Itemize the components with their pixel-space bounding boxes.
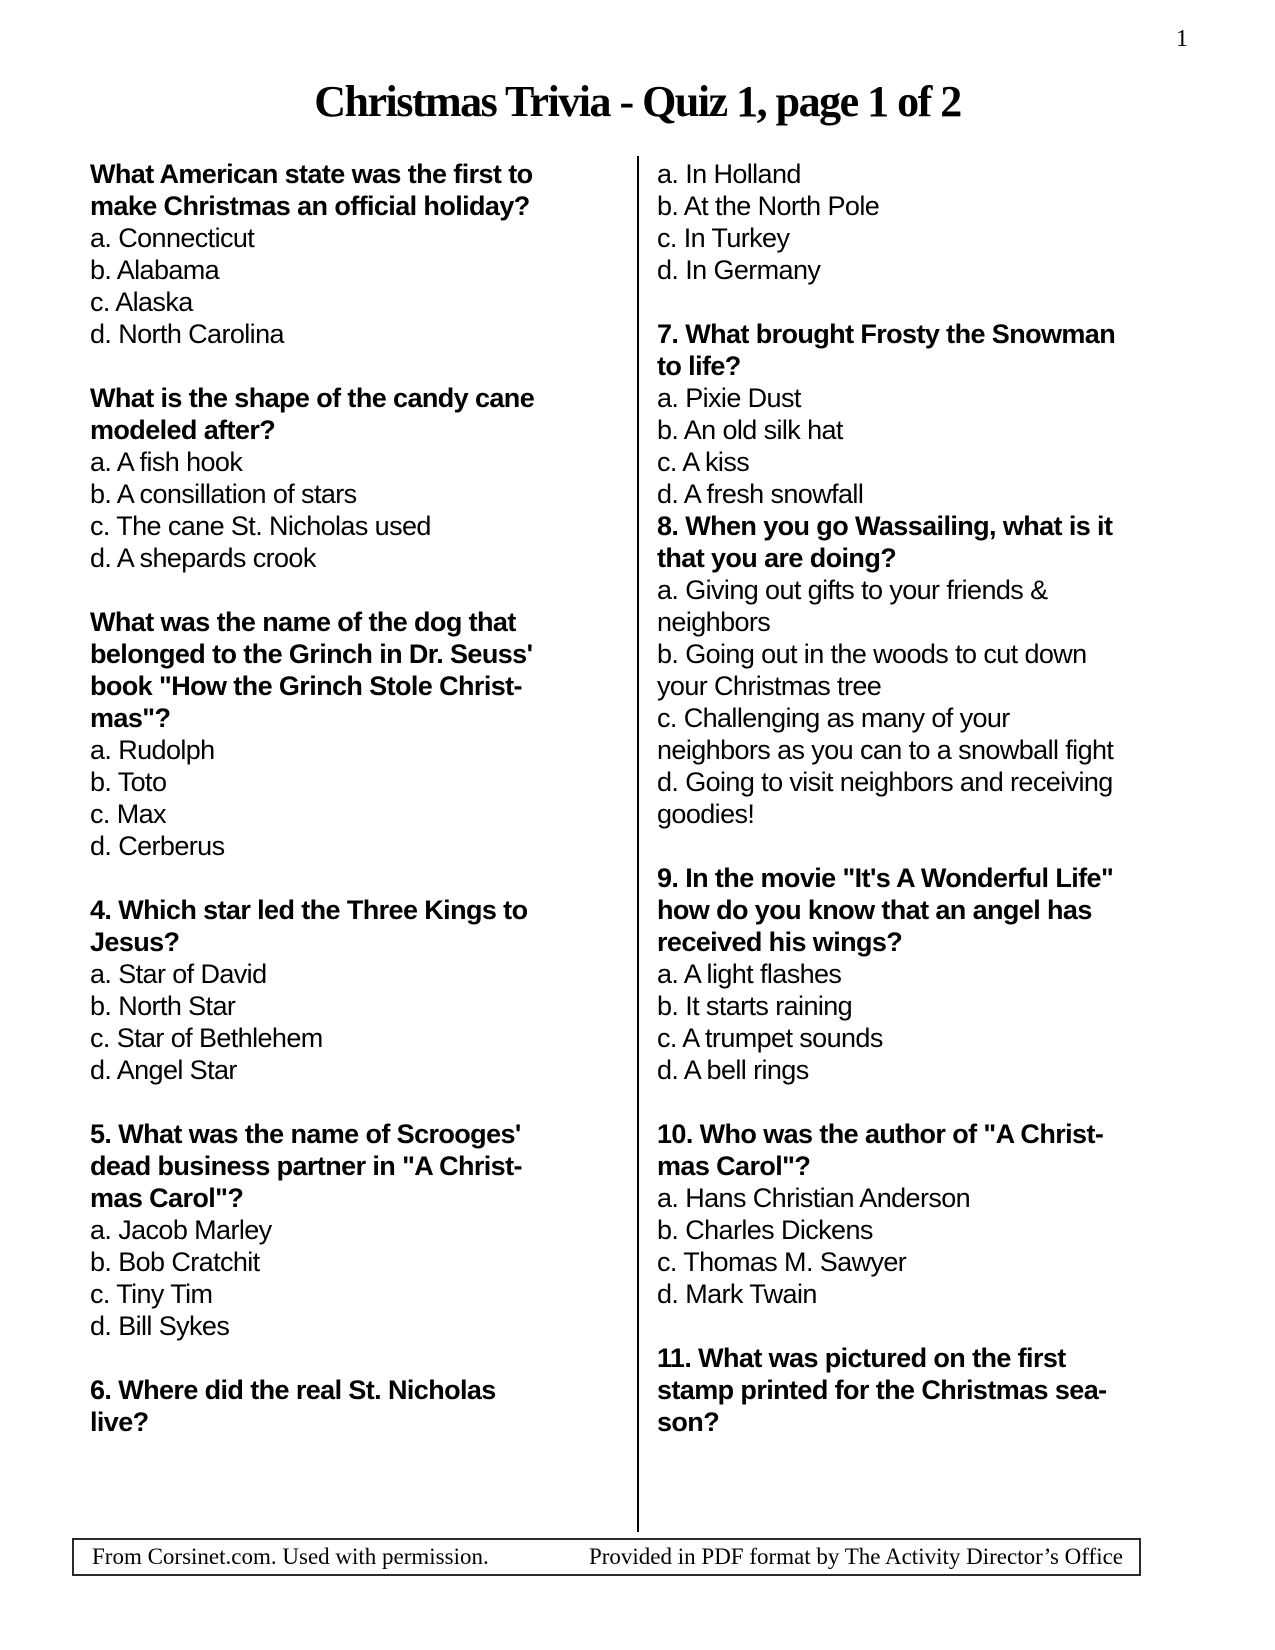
answer-option: a. Hans Christian Anderson [657,1183,971,1213]
footer-provider-text: Provided in PDF format by The Activity Director’s Office [588,1544,1123,1569]
answer-option: c. Star of Bethlehem [90,1023,323,1053]
answer-option: c. In Turkey [657,223,790,253]
answer-option: b. A consillation of stars [90,479,357,509]
question-block [657,318,1182,510]
question-block [90,1118,610,1342]
answer-option-continuation: neighbors as you can to a snowball fight [657,735,1114,765]
question-block [657,862,1182,1086]
question-line: make Christmas an official holiday? [90,191,530,221]
question-block [90,158,610,350]
question-line: mas"? [90,703,171,733]
answer-option: a. Connecticut [90,223,255,253]
question-line: 9. In the movie "It's A Wonderful Life" [657,863,1114,893]
question-line: how do you know that an angel has [657,895,1092,925]
answer-option: b. North Star [90,991,236,1021]
answer-option: d. Bill Sykes [90,1311,230,1341]
answer-option: a. Star of David [90,959,267,989]
question-line: 11. What was pictured on the first [657,1343,1066,1373]
question-block [657,1118,1182,1310]
answer-option: b. An old silk hat [657,415,843,445]
answer-option-continuation: your Christmas tree [657,671,882,701]
question-line: What is the shape of the candy cane [90,383,535,413]
answer-option: a. Giving out gifts to your friends & [657,575,1048,605]
answer-option: c. Max [90,799,166,829]
answer-option: a. Rudolph [90,735,215,765]
answer-option: a. In Holland [657,159,801,189]
question-line: modeled after? [90,415,276,445]
question-line: live? [90,1407,149,1437]
answer-option: b. Going out in the woods to cut down [657,639,1087,669]
question-block [90,382,610,574]
question-block [90,606,610,862]
question-line: Jesus? [90,927,180,957]
answer-option: b. Charles Dickens [657,1215,873,1245]
question-line: 8. When you go Wassailing, what is it [657,511,1113,541]
answer-option: b. Bob Cratchit [90,1247,260,1277]
question-line: 6. Where did the real St. Nicholas [90,1375,496,1405]
question-block [657,510,1182,830]
answer-option: c. Thomas M. Sawyer [657,1247,907,1277]
answer-option: d. North Carolina [90,319,284,349]
question-line: to life? [657,351,741,381]
question-block [90,894,610,1086]
footer-source-text: From Corsinet.com. Used with permission. [92,1544,489,1569]
question-line: dead business partner in "A Christ- [90,1151,522,1181]
column-divider-line [637,156,639,1532]
question-line: belonged to the Grinch in Dr. Seuss' [90,639,533,669]
answer-option: a. Pixie Dust [657,383,801,413]
page-number: 1 [1176,26,1188,52]
answer-option: a. Jacob Marley [90,1215,272,1245]
answer-option: c. Challenging as many of your [657,703,1010,733]
answer-option: b. It starts raining [657,991,853,1021]
question-line: that you are doing? [657,543,897,573]
answer-option: d. Angel Star [90,1055,237,1085]
answer-option: c. The cane St. Nicholas used [90,511,431,541]
answer-option-continuation: neighbors [657,607,771,637]
answer-option: c. A trumpet sounds [657,1023,883,1053]
answer-option: d. A bell rings [657,1055,809,1085]
question-line: 7. What brought Frosty the Snowman [657,319,1116,349]
answer-option: a. A fish hook [90,447,243,477]
answer-option: b. Toto [90,767,167,797]
question-line: book "How the Grinch Stole Christ- [90,671,522,701]
answer-option: c. A kiss [657,447,750,477]
answer-option: d. Cerberus [90,831,225,861]
answer-option: a. A light flashes [657,959,842,989]
question-line: 4. Which star led the Three Kings to [90,895,528,925]
answer-option: d. A fresh snowfall [657,479,864,509]
answer-option: c. Tiny Tim [90,1279,213,1309]
footer-bar [72,1538,1141,1576]
question-line: stamp printed for the Christmas sea- [657,1375,1107,1405]
quiz-column-left [90,158,610,1438]
question-block [657,158,1182,286]
question-line: son? [657,1407,720,1437]
question-block [90,1374,610,1438]
question-line: 5. What was the name of Scrooges' [90,1119,521,1149]
answer-option: d. Going to visit neighbors and receiving [657,767,1113,797]
page-title: Christmas Trivia - Quiz 1, page 1 of 2 [314,77,961,126]
answer-option: d. In Germany [657,255,821,285]
answer-option: c. Alaska [90,287,193,317]
answer-option: b. Alabama [90,255,220,285]
question-block [657,1342,1182,1438]
question-line: 10. Who was the author of "A Christ- [657,1119,1104,1149]
quiz-column-right [657,158,1182,1438]
question-line: What American state was the first to [90,159,533,189]
question-line: received his wings? [657,927,903,957]
answer-option: d. A shepards crook [90,543,316,573]
question-line: What was the name of the dog that [90,607,516,637]
answer-option: b. At the North Pole [657,191,880,221]
question-line: mas Carol"? [90,1183,244,1213]
answer-option-continuation: goodies! [657,799,755,829]
answer-option: d. Mark Twain [657,1279,817,1309]
question-line: mas Carol"? [657,1151,811,1181]
